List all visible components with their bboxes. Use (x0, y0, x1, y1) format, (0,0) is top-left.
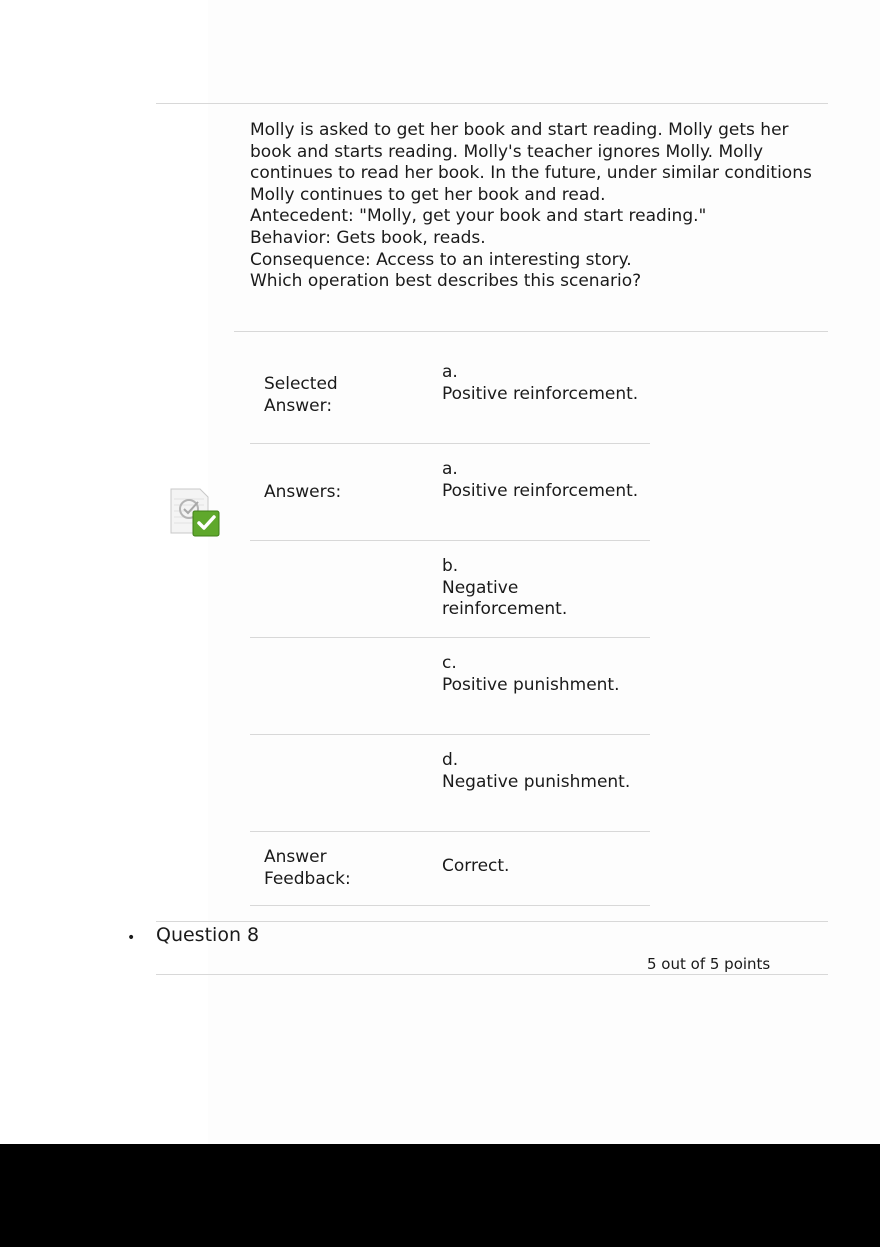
divider (234, 331, 828, 332)
question-text (250, 120, 820, 293)
answer-row (250, 541, 650, 638)
behavior: Behavior: Gets book, reads. (250, 227, 486, 248)
feedback-row (250, 832, 650, 906)
selected-answer-row (250, 352, 650, 444)
black-footer-bar (0, 1144, 880, 1247)
answer-option-c (442, 653, 642, 696)
question-paragraph: Molly is asked to get her book and start reading. Molly gets her book and starts reading. Molly's teacher ignores Molly. Molly continues to read her book. In the future, under similar conditions Molly continues to get her book and read. (250, 120, 812, 205)
answer-option-d (442, 750, 642, 793)
selected-answer-label: Selected Answer: (264, 374, 338, 416)
answer-letter: b. (442, 556, 459, 576)
divider (156, 921, 828, 922)
answer-letter: a. (442, 362, 458, 382)
answer-option-a (442, 459, 642, 502)
answer-letter: c. (442, 653, 457, 673)
answer-row (250, 638, 650, 735)
answer-option-b (442, 556, 642, 621)
answer-letter: d. (442, 750, 459, 770)
question-title: Question 8 (156, 924, 260, 946)
consequence: Consequence: Access to an interesting story. (250, 249, 632, 270)
answer-row (250, 444, 650, 541)
answer-row (250, 735, 650, 832)
divider (156, 974, 828, 975)
feedback-label: Answer Feedback: (264, 847, 351, 889)
answer-text: Positive reinforcement. (442, 480, 639, 501)
selected-answer-value (442, 362, 642, 405)
answer-text: Negative punishment. (442, 771, 631, 792)
answer-text: Negative reinforcement. (442, 577, 568, 620)
answers-label: Answers: (264, 482, 342, 502)
feedback-value: Correct. (442, 856, 510, 876)
answer-text: Positive reinforcement. (442, 383, 639, 404)
answer-text: Positive punishment. (442, 674, 620, 695)
points-score: 5 out of 5 points (647, 955, 771, 973)
bullet-icon: • (127, 930, 136, 946)
question-prompt: Which operation best describes this scenario? (250, 271, 642, 292)
divider (156, 103, 828, 104)
antecedent: Antecedent: "Molly, get your book and start reading." (250, 206, 707, 227)
answer-letter: a. (442, 459, 458, 479)
correct-checkmark-icon (168, 487, 220, 539)
